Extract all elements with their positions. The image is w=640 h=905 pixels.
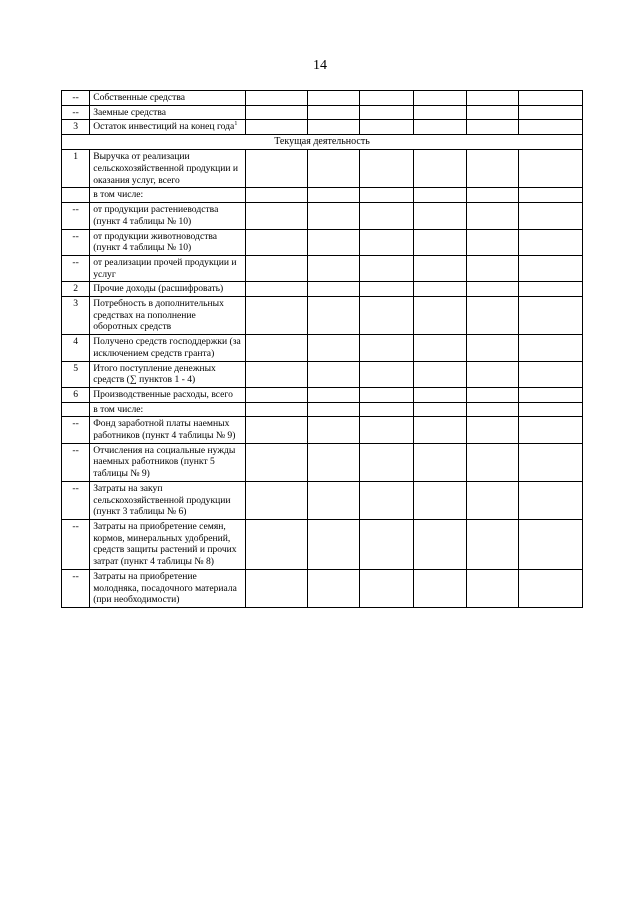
empty-cell: [307, 361, 359, 387]
empty-cell: [307, 297, 359, 335]
empty-cell: [246, 481, 307, 519]
empty-cell: [307, 387, 359, 402]
empty-cell: [413, 297, 466, 335]
row-label: Заемные средства: [90, 105, 246, 120]
empty-cell: [360, 402, 413, 417]
empty-cell: [519, 188, 583, 203]
empty-cell: [360, 282, 413, 297]
row-label: Производственные расходы, всего: [90, 387, 246, 402]
empty-cell: [519, 481, 583, 519]
table-row: [62, 105, 583, 120]
empty-cell: [307, 188, 359, 203]
table-row: [62, 150, 583, 188]
empty-cell: [246, 402, 307, 417]
row-number: [62, 188, 90, 203]
empty-cell: [307, 569, 359, 607]
empty-cell: [413, 282, 466, 297]
empty-cell: [246, 335, 307, 361]
empty-cell: [246, 387, 307, 402]
table-row: [62, 120, 583, 135]
empty-cell: [360, 443, 413, 481]
empty-cell: [519, 203, 583, 229]
page-number: 14: [313, 58, 327, 73]
table-row: [62, 282, 583, 297]
section-row: [62, 135, 583, 150]
empty-cell: [413, 229, 466, 255]
empty-cell: [519, 335, 583, 361]
empty-cell: [360, 361, 413, 387]
empty-cell: [360, 387, 413, 402]
row-number: --: [62, 203, 90, 229]
row-label: [90, 120, 246, 135]
empty-cell: [413, 203, 466, 229]
empty-cell: [519, 402, 583, 417]
empty-cell: [413, 188, 466, 203]
empty-cell: [467, 519, 519, 569]
table-row: [62, 481, 583, 519]
table-row: [62, 417, 583, 443]
empty-cell: [307, 229, 359, 255]
empty-cell: [307, 150, 359, 188]
empty-cell: [307, 402, 359, 417]
empty-cell: [519, 229, 583, 255]
cash-flow-table: [61, 90, 583, 608]
section-title: Текущая деятельность: [62, 135, 583, 150]
table-row: [62, 91, 583, 106]
empty-cell: [519, 569, 583, 607]
empty-cell: [519, 150, 583, 188]
table-row: [62, 203, 583, 229]
row-number: --: [62, 569, 90, 607]
empty-cell: [246, 417, 307, 443]
empty-cell: [413, 417, 466, 443]
table-row: [62, 297, 583, 335]
row-number: 3: [62, 297, 90, 335]
row-label: от реализации прочей продукции и услуг: [90, 255, 246, 281]
empty-cell: [467, 203, 519, 229]
empty-cell: [519, 361, 583, 387]
row-number: --: [62, 443, 90, 481]
row-label: Получено средств господдержки (за исключением средств гранта): [90, 335, 246, 361]
empty-cell: [519, 387, 583, 402]
empty-cell: [413, 481, 466, 519]
empty-cell: [467, 335, 519, 361]
empty-cell: [360, 203, 413, 229]
table-row: [62, 361, 583, 387]
empty-cell: [467, 387, 519, 402]
empty-cell: [307, 481, 359, 519]
empty-cell: [467, 282, 519, 297]
table-row: [62, 569, 583, 607]
row-label: Потребность в дополнительных средствах на пополнение оборотных средств: [90, 297, 246, 335]
row-number: --: [62, 91, 90, 106]
empty-cell: [307, 335, 359, 361]
row-number: 6: [62, 387, 90, 402]
empty-cell: [413, 402, 466, 417]
row-number: --: [62, 417, 90, 443]
empty-cell: [307, 255, 359, 281]
empty-cell: [360, 229, 413, 255]
empty-cell: [307, 417, 359, 443]
empty-cell: [467, 255, 519, 281]
empty-cell: [413, 569, 466, 607]
empty-cell: [467, 443, 519, 481]
row-number: 2: [62, 282, 90, 297]
empty-cell: [467, 188, 519, 203]
row-label: Затраты на закуп сельскохозяйственной продукции (пункт 3 таблицы № 6): [90, 481, 246, 519]
empty-cell: [467, 150, 519, 188]
empty-cell: [467, 361, 519, 387]
empty-cell: [519, 417, 583, 443]
empty-cell: [413, 255, 466, 281]
empty-cell: [360, 481, 413, 519]
row-number: 4: [62, 335, 90, 361]
empty-cell: [246, 282, 307, 297]
empty-cell: [307, 519, 359, 569]
empty-cell: [246, 255, 307, 281]
table-row: [62, 229, 583, 255]
row-number: [62, 402, 90, 417]
row-number: 5: [62, 361, 90, 387]
empty-cell: [519, 443, 583, 481]
row-label: Затраты на приобретение семян, кормов, минеральных удобрений, средств защиты растений и прочих затрат (пункт 4 таблицы № 8): [90, 519, 246, 569]
row-number: --: [62, 519, 90, 569]
empty-cell: [246, 150, 307, 188]
row-number: --: [62, 105, 90, 120]
table-row: [62, 402, 583, 417]
empty-cell: [307, 282, 359, 297]
row-number: --: [62, 481, 90, 519]
table-row: [62, 188, 583, 203]
empty-cell: [246, 519, 307, 569]
empty-cell: [360, 335, 413, 361]
table-row: [62, 387, 583, 402]
empty-cell: [246, 443, 307, 481]
empty-cell: [246, 188, 307, 203]
row-label: Прочие доходы (расшифровать): [90, 282, 246, 297]
row-label: Выручка от реализации сельскохозяйственной продукции и оказания услуг, всего: [90, 150, 246, 188]
row-label: Фонд заработной платы наемных работников (пункт 4 таблицы № 9): [90, 417, 246, 443]
empty-cell: [413, 387, 466, 402]
empty-cell: [307, 203, 359, 229]
footnote-marker: 1: [234, 121, 238, 128]
table-row: [62, 519, 583, 569]
row-label: в том числе:: [90, 188, 246, 203]
empty-cell: [360, 297, 413, 335]
empty-cell: [360, 150, 413, 188]
table-row: [62, 255, 583, 281]
row-label: в том числе:: [90, 402, 246, 417]
empty-cell: [246, 203, 307, 229]
empty-cell: [413, 443, 466, 481]
empty-cell: [413, 361, 466, 387]
empty-cell: [519, 282, 583, 297]
row-label: Итого поступление денежных средств (∑ пунктов 1 - 4): [90, 361, 246, 387]
empty-cell: [360, 417, 413, 443]
empty-cell: [246, 229, 307, 255]
empty-cell: [467, 297, 519, 335]
empty-cell: [467, 229, 519, 255]
empty-cell: [307, 443, 359, 481]
row-number: 1: [62, 150, 90, 188]
empty-cell: [246, 297, 307, 335]
row-label: от продукции животноводства (пункт 4 таблицы № 10): [90, 229, 246, 255]
table-row: [62, 443, 583, 481]
empty-cell: [467, 569, 519, 607]
row-number: 3: [62, 120, 90, 135]
empty-cell: [360, 188, 413, 203]
row-label-text: Остаток инвестиций на конец года: [93, 121, 235, 133]
empty-cell: [360, 519, 413, 569]
empty-cell: [467, 402, 519, 417]
empty-cell: [519, 255, 583, 281]
empty-cell: [413, 519, 466, 569]
row-label: от продукции растениеводства (пункт 4 таблицы № 10): [90, 203, 246, 229]
empty-cell: [467, 417, 519, 443]
empty-cell: [467, 481, 519, 519]
row-number: --: [62, 229, 90, 255]
row-number: --: [62, 255, 90, 281]
empty-cell: [360, 255, 413, 281]
empty-cell: [519, 297, 583, 335]
empty-cell: [246, 569, 307, 607]
empty-cell: [519, 519, 583, 569]
empty-cell: [413, 335, 466, 361]
row-label: Собственные средства: [90, 91, 246, 106]
empty-cell: [413, 150, 466, 188]
row-label: Отчисления на социальные нужды наемных работников (пункт 5 таблицы № 9): [90, 443, 246, 481]
table-row: [62, 335, 583, 361]
row-label: Затраты на приобретение молодняка, посадочного материала (при необходимости): [90, 569, 246, 607]
empty-cell: [360, 569, 413, 607]
empty-cell: [246, 361, 307, 387]
